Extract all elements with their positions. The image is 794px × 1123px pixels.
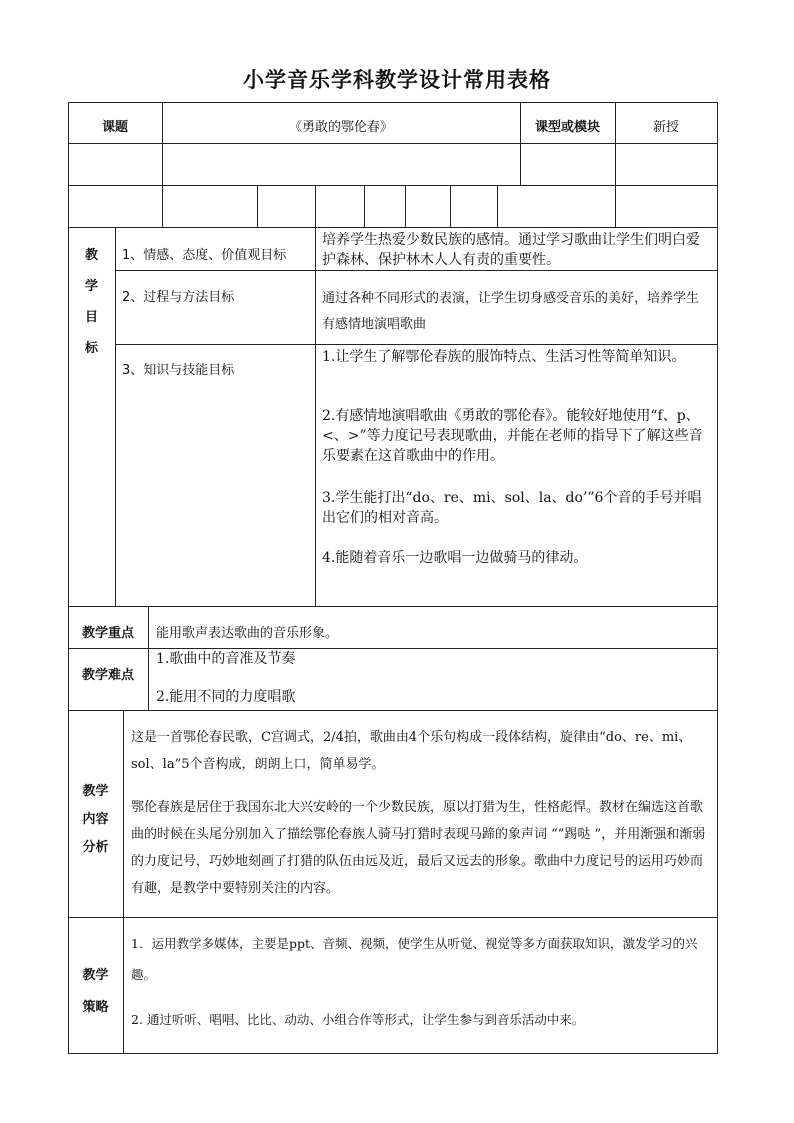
analysis-p1: 这是一首鄂伦春民歌，C宫调式，2/4拍，歌曲由4个乐句构成一段体结构，旋律由“do、re、mi、sol、la”5个音构成，朗朗上口，简单易学。 <box>131 730 692 772</box>
difficulty-label: 教学难点 <box>81 668 134 683</box>
objectives-side-char: 学 <box>84 279 98 294</box>
focus-text: 能用歌声表达歌曲的音乐形象。 <box>156 626 339 641</box>
objective-knowledge-p2: 2.有感情地演唱歌曲《勇敢的鄂伦春》。能较好地使用“f、p、<、>”等力度记号表现歌曲，并能在老师的指导下了解这些音乐要素在这首歌曲中的作用。 <box>322 408 703 464</box>
lesson-value: 《勇敢的鄂伦春》 <box>288 120 393 135</box>
objective-knowledge-p1: 1.让学生了解鄂伦春族的服饰特点、生活习性等简单知识。 <box>322 349 686 365</box>
objective-text-1: 培养学生热爱少数民族的感情。通过学习歌曲让学生们明白爱护森林、保护林木人人有责的重要性。 <box>322 232 700 268</box>
difficulty-item-1: 1.歌曲中的音准及节奏 <box>156 651 296 667</box>
page-title: 小学音乐学科教学设计常用表格 <box>243 68 551 92</box>
objective-label-2: 2、过程与方法目标 <box>122 290 235 305</box>
difficulty-item-2: 2.能用不同的力度唱歌 <box>156 689 296 705</box>
objective-knowledge-p3: 3.学生能打出“do、re、mi、sol、la、do’”6个音的手号并唱出它们的相对音高。 <box>322 490 702 526</box>
strategy-p2: 2. 通过听听、唱唱、比比、动动、小组合作等形式，让学生参与到音乐活动中来。 <box>131 1012 585 1027</box>
analysis-p2: 鄂伦春族是居住于我国东北大兴安岭的一个少数民族，原以打猎为生，性格彪悍。教材在编选这首歌曲的时候在头尾分别加入了描绘鄂伦春族人骑马打猎时表现马蹄的象声词 “”踢哒 ”，并用渐强和渐弱的力度记号，巧妙地刻画了打猎的队伍由远及近，最后又远去的形象。歌曲中力度记号的运用巧妙而有趣，是教学中要特别关注的内容。 <box>131 800 706 896</box>
strategy-label-line: 教学 <box>82 968 109 983</box>
objective-text-2: 通过各种不同形式的表演，让学生切身感受音乐的美好，培养学生有感情地演唱歌曲 <box>322 291 700 332</box>
objective-knowledge-p4: 4.能随着音乐一边歌唱一边做骑马的律动。 <box>322 550 588 566</box>
type-label: 课型或模块 <box>534 120 600 135</box>
analysis-label-line: 分析 <box>82 840 109 855</box>
strategy-p1: 1．运用教学多媒体，主要是ppt、音频、视频，使学生从听觉、视觉等多方面获取知识，激发学习的兴趣。 <box>131 936 698 982</box>
objective-label-1: 1、情感、态度、价值观目标 <box>122 248 287 263</box>
type-value: 新授 <box>652 120 679 135</box>
objective-label-3: 3、知识与技能目标 <box>122 363 235 378</box>
lesson-label: 课题 <box>101 120 128 135</box>
focus-label: 教学重点 <box>81 626 134 641</box>
analysis-label-line: 内容 <box>82 812 109 827</box>
objectives-side-char: 目 <box>84 310 98 325</box>
analysis-label-line: 教学 <box>82 784 109 799</box>
objectives-side-char: 教 <box>84 248 98 263</box>
objectives-side-char: 标 <box>84 341 98 356</box>
strategy-label-line: 策略 <box>82 1000 109 1015</box>
